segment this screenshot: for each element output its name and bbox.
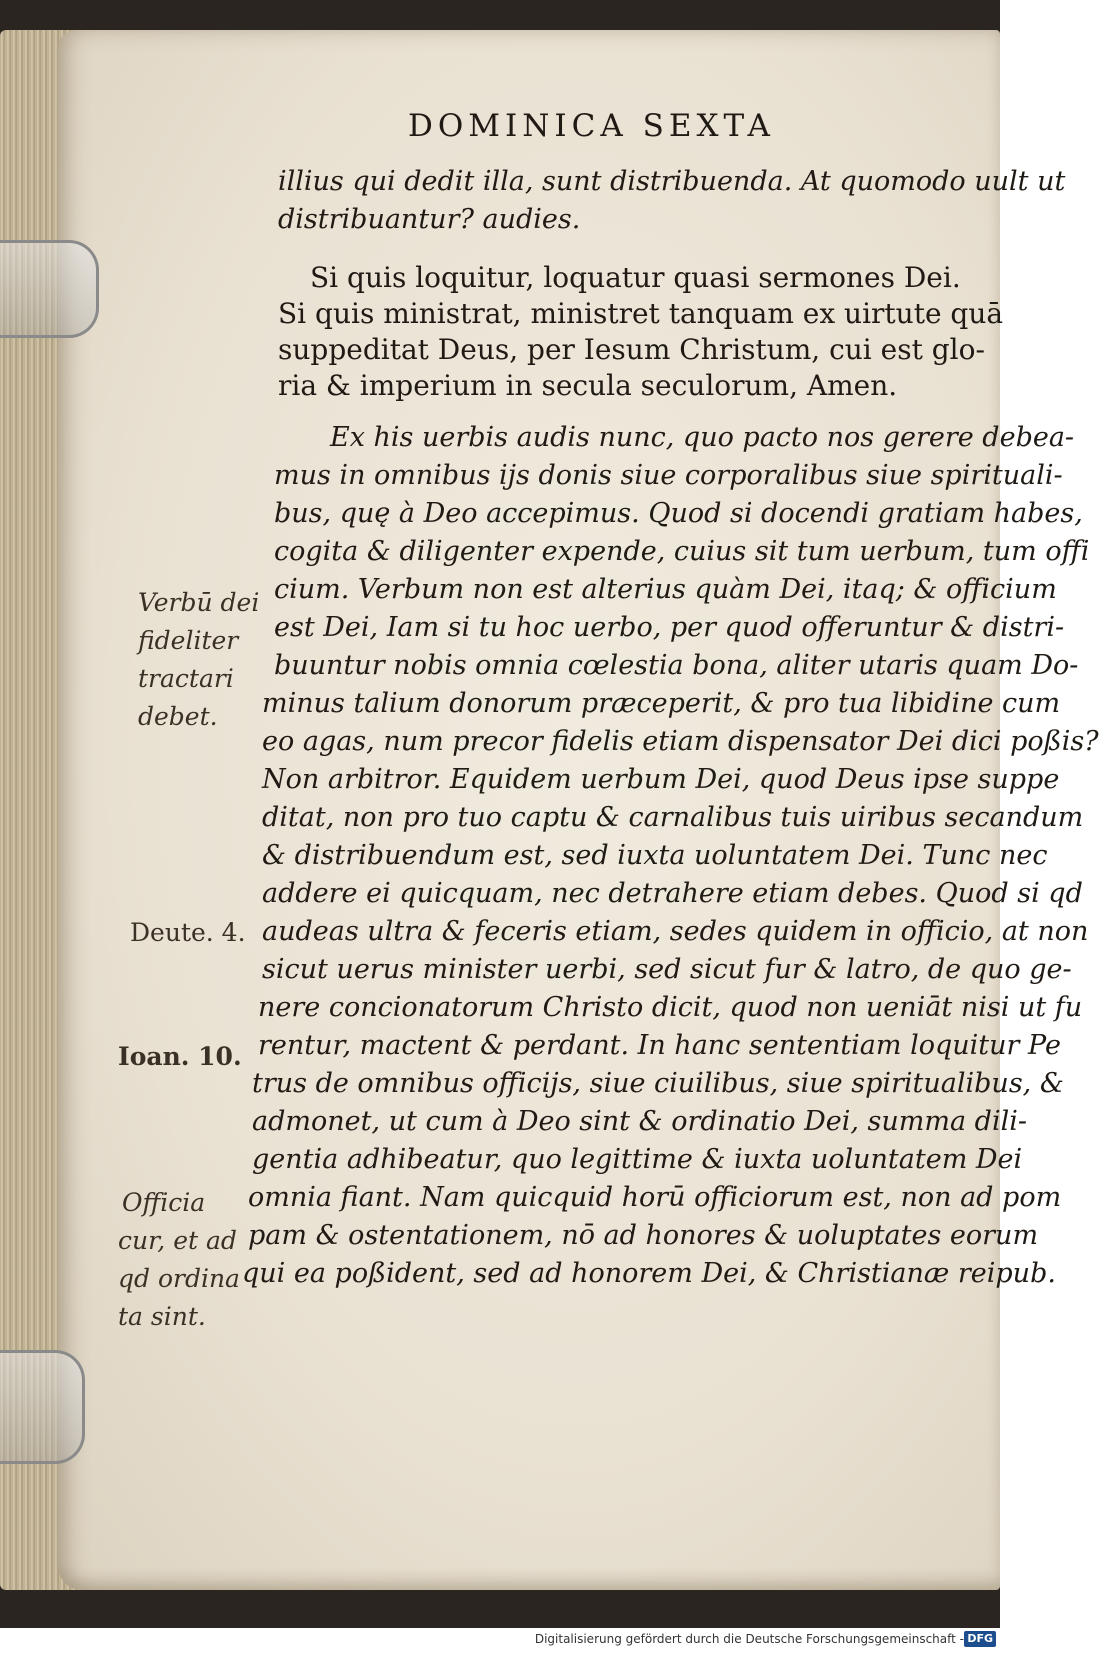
body-line: mus in omnibus ijs donis siue corporalibus siue spirituali- bbox=[274, 460, 1063, 491]
margin-note: Officia bbox=[122, 1188, 206, 1217]
margin-note: tractari bbox=[138, 664, 234, 693]
body-line: Ex his uerbis audis nunc, quo pacto nos gerere debea- bbox=[330, 422, 1075, 453]
body-line: nere concionatorum Christo dicit, quod non ueniāt nisi ut fu bbox=[258, 992, 1083, 1023]
body-line: est Dei, Iam si tu hoc uerbo, per quod offeruntur & distri- bbox=[274, 612, 1065, 643]
body-line: addere ei quicquam, nec detrahere etiam debes. Quod si qd bbox=[262, 878, 1083, 909]
body-line: buuntur nobis omnia cœlestia bona, aliter utaris quam Do- bbox=[274, 650, 1079, 681]
margin-note: ta sint. bbox=[118, 1302, 206, 1331]
margin-note: Deute. 4. bbox=[130, 918, 246, 947]
body-line: suppeditat Deus, per Iesum Christum, cui est glo- bbox=[278, 333, 985, 366]
body-line: illius qui dedit illa, sunt distribuenda. At quomodo uult ut bbox=[278, 166, 1066, 197]
body-line: ria & imperium in secula seculorum, Amen. bbox=[278, 369, 898, 402]
body-line: Non arbitror. Equidem uerbum Dei, quod Deus ipse suppe bbox=[262, 764, 1060, 795]
body-line: pam & ostentationem, nō ad honores & uoluptates eorum bbox=[248, 1220, 1039, 1251]
body-line: rentur, mactent & perdant. In hanc sententiam loquitur Pe bbox=[258, 1030, 1061, 1061]
body-line: distribuantur? audies. bbox=[278, 204, 581, 235]
body-line: gentia adhibeatur, quo legittime & iuxta uoluntatem Dei bbox=[252, 1144, 1023, 1175]
running-head: DOMINICA SEXTA bbox=[408, 108, 775, 144]
body-line: audeas ultra & feceris etiam, sedes quidem in officio, at non bbox=[262, 916, 1089, 947]
body-line: & distribuendum est, sed iuxta uoluntatem Dei. Tunc nec bbox=[262, 840, 1048, 871]
body-line: minus talium donorum præceperit, & pro tua libidine cum bbox=[262, 688, 1061, 719]
digitization-credit: Digitalisierung gefördert durch die Deutsche Forschungsgemeinschaft - bbox=[534, 1632, 964, 1646]
body-line: bus, quę à Deo accepimus. Quod si docendi gratiam habes, bbox=[274, 498, 1083, 529]
body-line: cium. Verbum non est alterius quàm Dei, itaq; & officium bbox=[274, 574, 1057, 605]
margin-note: qd ordina bbox=[118, 1264, 240, 1293]
dfg-logo: DFG bbox=[964, 1631, 996, 1647]
body-line: cogita & diligenter expende, cuius sit tum uerbum, tum offi bbox=[274, 536, 1090, 567]
body-line: Si quis ministrat, ministret tanquam ex uirtute quā bbox=[278, 297, 1004, 330]
body-line: admonet, ut cum à Deo sint & ordinatio Dei, summa dili- bbox=[252, 1106, 1027, 1137]
body-line: ditat, non pro tuo captu & carnalibus tuis uiribus secandum bbox=[262, 802, 1084, 833]
body-line: sicut uerus minister uerbi, sed sicut fur & latro, de quo ge- bbox=[262, 954, 1072, 985]
margin-note: Verbū dei bbox=[138, 588, 260, 617]
margin-note: cur, et ad bbox=[118, 1226, 237, 1255]
margin-note: Ioan. 10. bbox=[118, 1042, 242, 1071]
body-line: trus de omnibus officijs, siue ciuilibus, siue spiritualibus, & bbox=[252, 1068, 1064, 1099]
margin-note: fideliter bbox=[138, 626, 239, 655]
body-line: omnia fiant. Nam quicquid horū officiorum est, non ad pom bbox=[248, 1182, 1062, 1213]
margin-note: debet. bbox=[138, 702, 218, 731]
body-line: Si quis loquitur, loquatur quasi sermones Dei. bbox=[310, 261, 961, 294]
body-line: qui ea poßident, sed ad honorem Dei, & Christianæ reipub. bbox=[242, 1258, 1056, 1289]
body-line: eo agas, num precor fidelis etiam dispensator Dei dici poßis? bbox=[262, 726, 1099, 757]
